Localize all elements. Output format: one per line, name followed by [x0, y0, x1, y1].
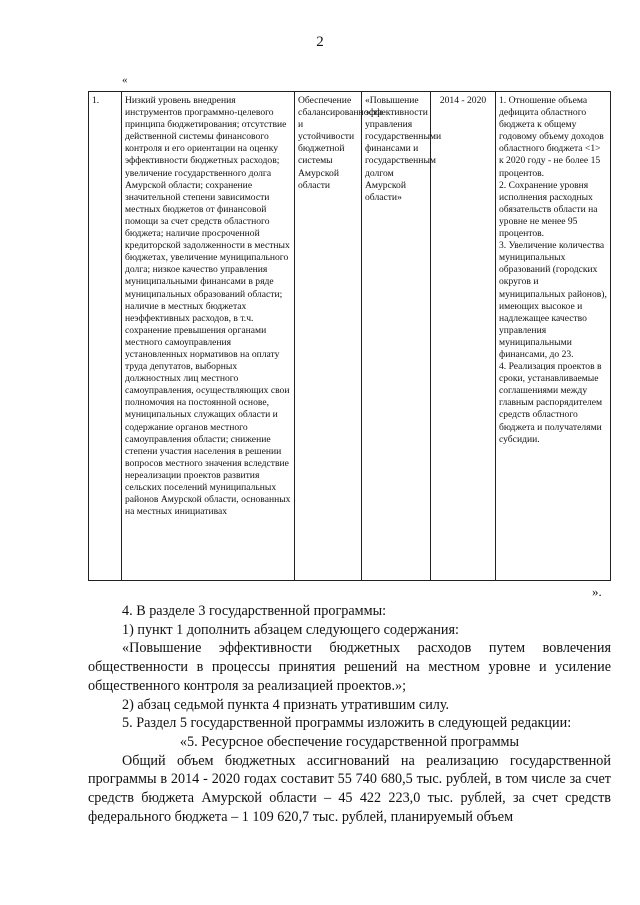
- indicator-item: 3. Увеличение количества муниципальных образований (городских округов и муниципальных районов), имеющих высокое и надлежащее качество управления муниципальными финансами, до 23.: [499, 240, 607, 360]
- closing-quote: ».: [592, 584, 602, 599]
- paragraph: «Повышение эффективности бюджетных расходов путем вовлечения общественности в процессы принятия решений на местном уровне и усиление общественного контроля за реализацией проектов.»;: [88, 640, 611, 694]
- section-heading: «5. Ресурсное обеспечение государственной программы: [179, 733, 520, 750]
- period-cell: 2014 - 2020: [431, 92, 496, 581]
- paragraph: 2) абзац седьмой пункта 4 признать утратившим силу.: [122, 696, 450, 713]
- page-number: 2: [316, 34, 324, 50]
- row-number: 1.: [89, 92, 122, 581]
- paragraph: 5. Раздел 5 государственной программы изложить в следующей редакции:: [122, 715, 572, 732]
- indicator-item: 4. Реализация проектов в сроки, устанавливаемые соглашениями между главным распорядителем средств областного бюджета и получателями субсидии.: [499, 361, 603, 445]
- indicator-item: 1. Отношение объема дефицита областного бюджета к общему годовому объему доходов областного бюджета <1> к 2020 году - не более 15 процентов.: [499, 95, 604, 179]
- indicators-cell: [496, 92, 611, 581]
- target-cell: Обеспечение сбалансированности и устойчивости бюджетной системы Амурской области: [295, 92, 362, 581]
- body-text: [88, 602, 611, 826]
- opening-quote: «: [122, 74, 128, 86]
- paragraph: Общий объем бюджетных ассигнований на реализацию государственной программы в 2014 - 2020 годах составит 55 740 680,5 тыс. рублей, в том числе за счет средств бюджета Амурской области – 45 422 223,0 тыс. рублей, за счет средств федерального бюджета – 1 109 620,7 тыс. рублей, планируемый объем: [88, 752, 611, 825]
- problem-cell: Низкий уровень внедрения инструментов программно-целевого принципа бюджетирования; отсутствие действенной системы финансового контроля и его ориентации на оценку эффективности бюджетных расходов; увеличение государственного долга Амурской области; сохранение значительной степени зависимости местных бюджетов от финансовой помощи за счет средств областного бюджета; наличие просроченной кредиторской задолженности в местных бюджетах, увеличение муниципального долга; низкое качество управления муниципальными финансами в ряде муниципальных образований области; наличие в местных бюджетах неэффективных расходов, в т.ч. сохранение превышения органами местного самоуправления установленных нормативов на оплату труда депутатов, выборных должностных лиц местного самоуправления, осуществляющих свои полномочия на постоянной основе, муниципальных служащих области и содержание органов местного самоуправления области; снижение степени участия населения в решении вопросов местного значения вследствие нереализации проектов развития сельских поселений муниципальных районов Амурской области, основанных на местных инициативах: [122, 92, 295, 581]
- indicator-item: 2. Сохранение уровня исполнения расходных обязательств области на уровне не менее 95 процентов.: [499, 179, 598, 240]
- paragraph: 4. В разделе 3 государственной программы:: [122, 603, 387, 619]
- subprogram-cell: «Повышение эффективности управления государственными финансами и государственным долгом Амурской области»: [362, 92, 431, 581]
- table-row: [89, 92, 611, 581]
- program-table: [88, 91, 611, 581]
- paragraph: 1) пункт 1 дополнить абзацем следующего содержания:: [122, 621, 459, 638]
